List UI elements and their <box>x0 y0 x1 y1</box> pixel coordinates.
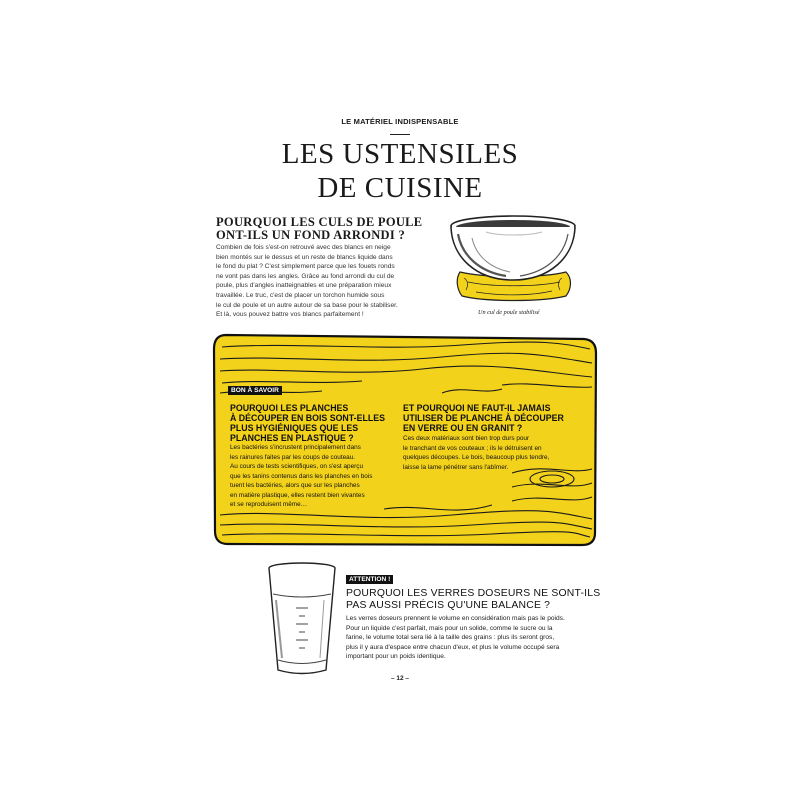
mixing-bowl-icon <box>446 212 580 304</box>
page-title-line-1: LES USTENSILES <box>281 138 519 170</box>
section-kicker: LE MATÉRIEL INDISPENSABLE <box>341 117 459 126</box>
page-title-line-2: DE CUISINE <box>317 172 483 204</box>
page-number: – 12 – <box>390 675 410 682</box>
glass-granite-question-heading: ET POURQUOI NE FAUT-IL JAMAIS UTILISER DE PLANCHE À DÉCOUPER EN VERRE OU EN GRANIT ? <box>403 403 564 433</box>
wood-board-question-heading: POURQUOI LES PLANCHES À DÉCOUPER EN BOIS SONT-ELLES PLUS HYGIÉNIQUES QUE LES PLANCHES EN PLASTIQUE ? <box>230 403 385 443</box>
bowl-caption: Un cul de poule stabilisé <box>478 309 540 316</box>
measuring-cup-answer-text: Les verres doseurs prennent le volume en considération mais pas le poids. Pour un liquide c'est parfait, mais pour un solide, comme le sucre ou la farine, le volume total sera lié à la taille des grains : plus ils seront gros, plus il y aura d'espace entre chacun d'eux, et plus le volume occupé sera important pour un poids identique. <box>346 615 565 661</box>
glass-granite-answer-text: Ces deux matériaux sont bien trop durs pour le tranchant de vos couteaux ; ils le détruisent en quelques découpes. Le bois, beaucoup plus tendre, laisse la lame pénétrer sans l'abîmer. <box>403 435 550 471</box>
measuring-glass-icon <box>262 560 342 680</box>
measuring-cup-question-heading: POURQUOI LES VERRES DOSEURS NE SONT-ILS PAS AUSSI PRÉCIS QU'UNE BALANCE ? <box>346 588 601 611</box>
page-title <box>0 137 800 205</box>
kicker-rule <box>390 134 410 135</box>
attention-badge: ATTENTION ! <box>346 575 393 584</box>
wood-board-answer-text: Les bactéries s'incrustent principalement dans les rainures faites par les coups de couteau. Au cours de tests scientifiques, on s'est aperçu que les tanins contenus dans les planches en bois tuent les bactéries, alors que sur les planches en matière plastique, elles restent bien vivantes et se reproduisent même… <box>230 444 373 508</box>
good-to-know-badge: BON À SAVOIR <box>228 386 282 395</box>
bowl-answer-text: Combien de fois s'est-on retrouvé avec des blancs en neige bien montés sur le dessus et un reste de blancs liquide dans le fond du plat ? C'est simplement parce que les fouets ronds ne vont pas dans les angles. Grâce au fond arrondi du cul de poule, plus d'angles inatteignables et une préparation mieux travaillée. Le truc, c'est de placer un torchon humide sous le cul de poule et un autre autour de sa base pour le stabiliser. Et là, vous pouvez battre vos blancs parfaitement ! <box>216 244 398 319</box>
bowl-question-heading: POURQUOI LES CULS DE POULE ONT-ILS UN FOND ARRONDI ? <box>216 215 423 242</box>
